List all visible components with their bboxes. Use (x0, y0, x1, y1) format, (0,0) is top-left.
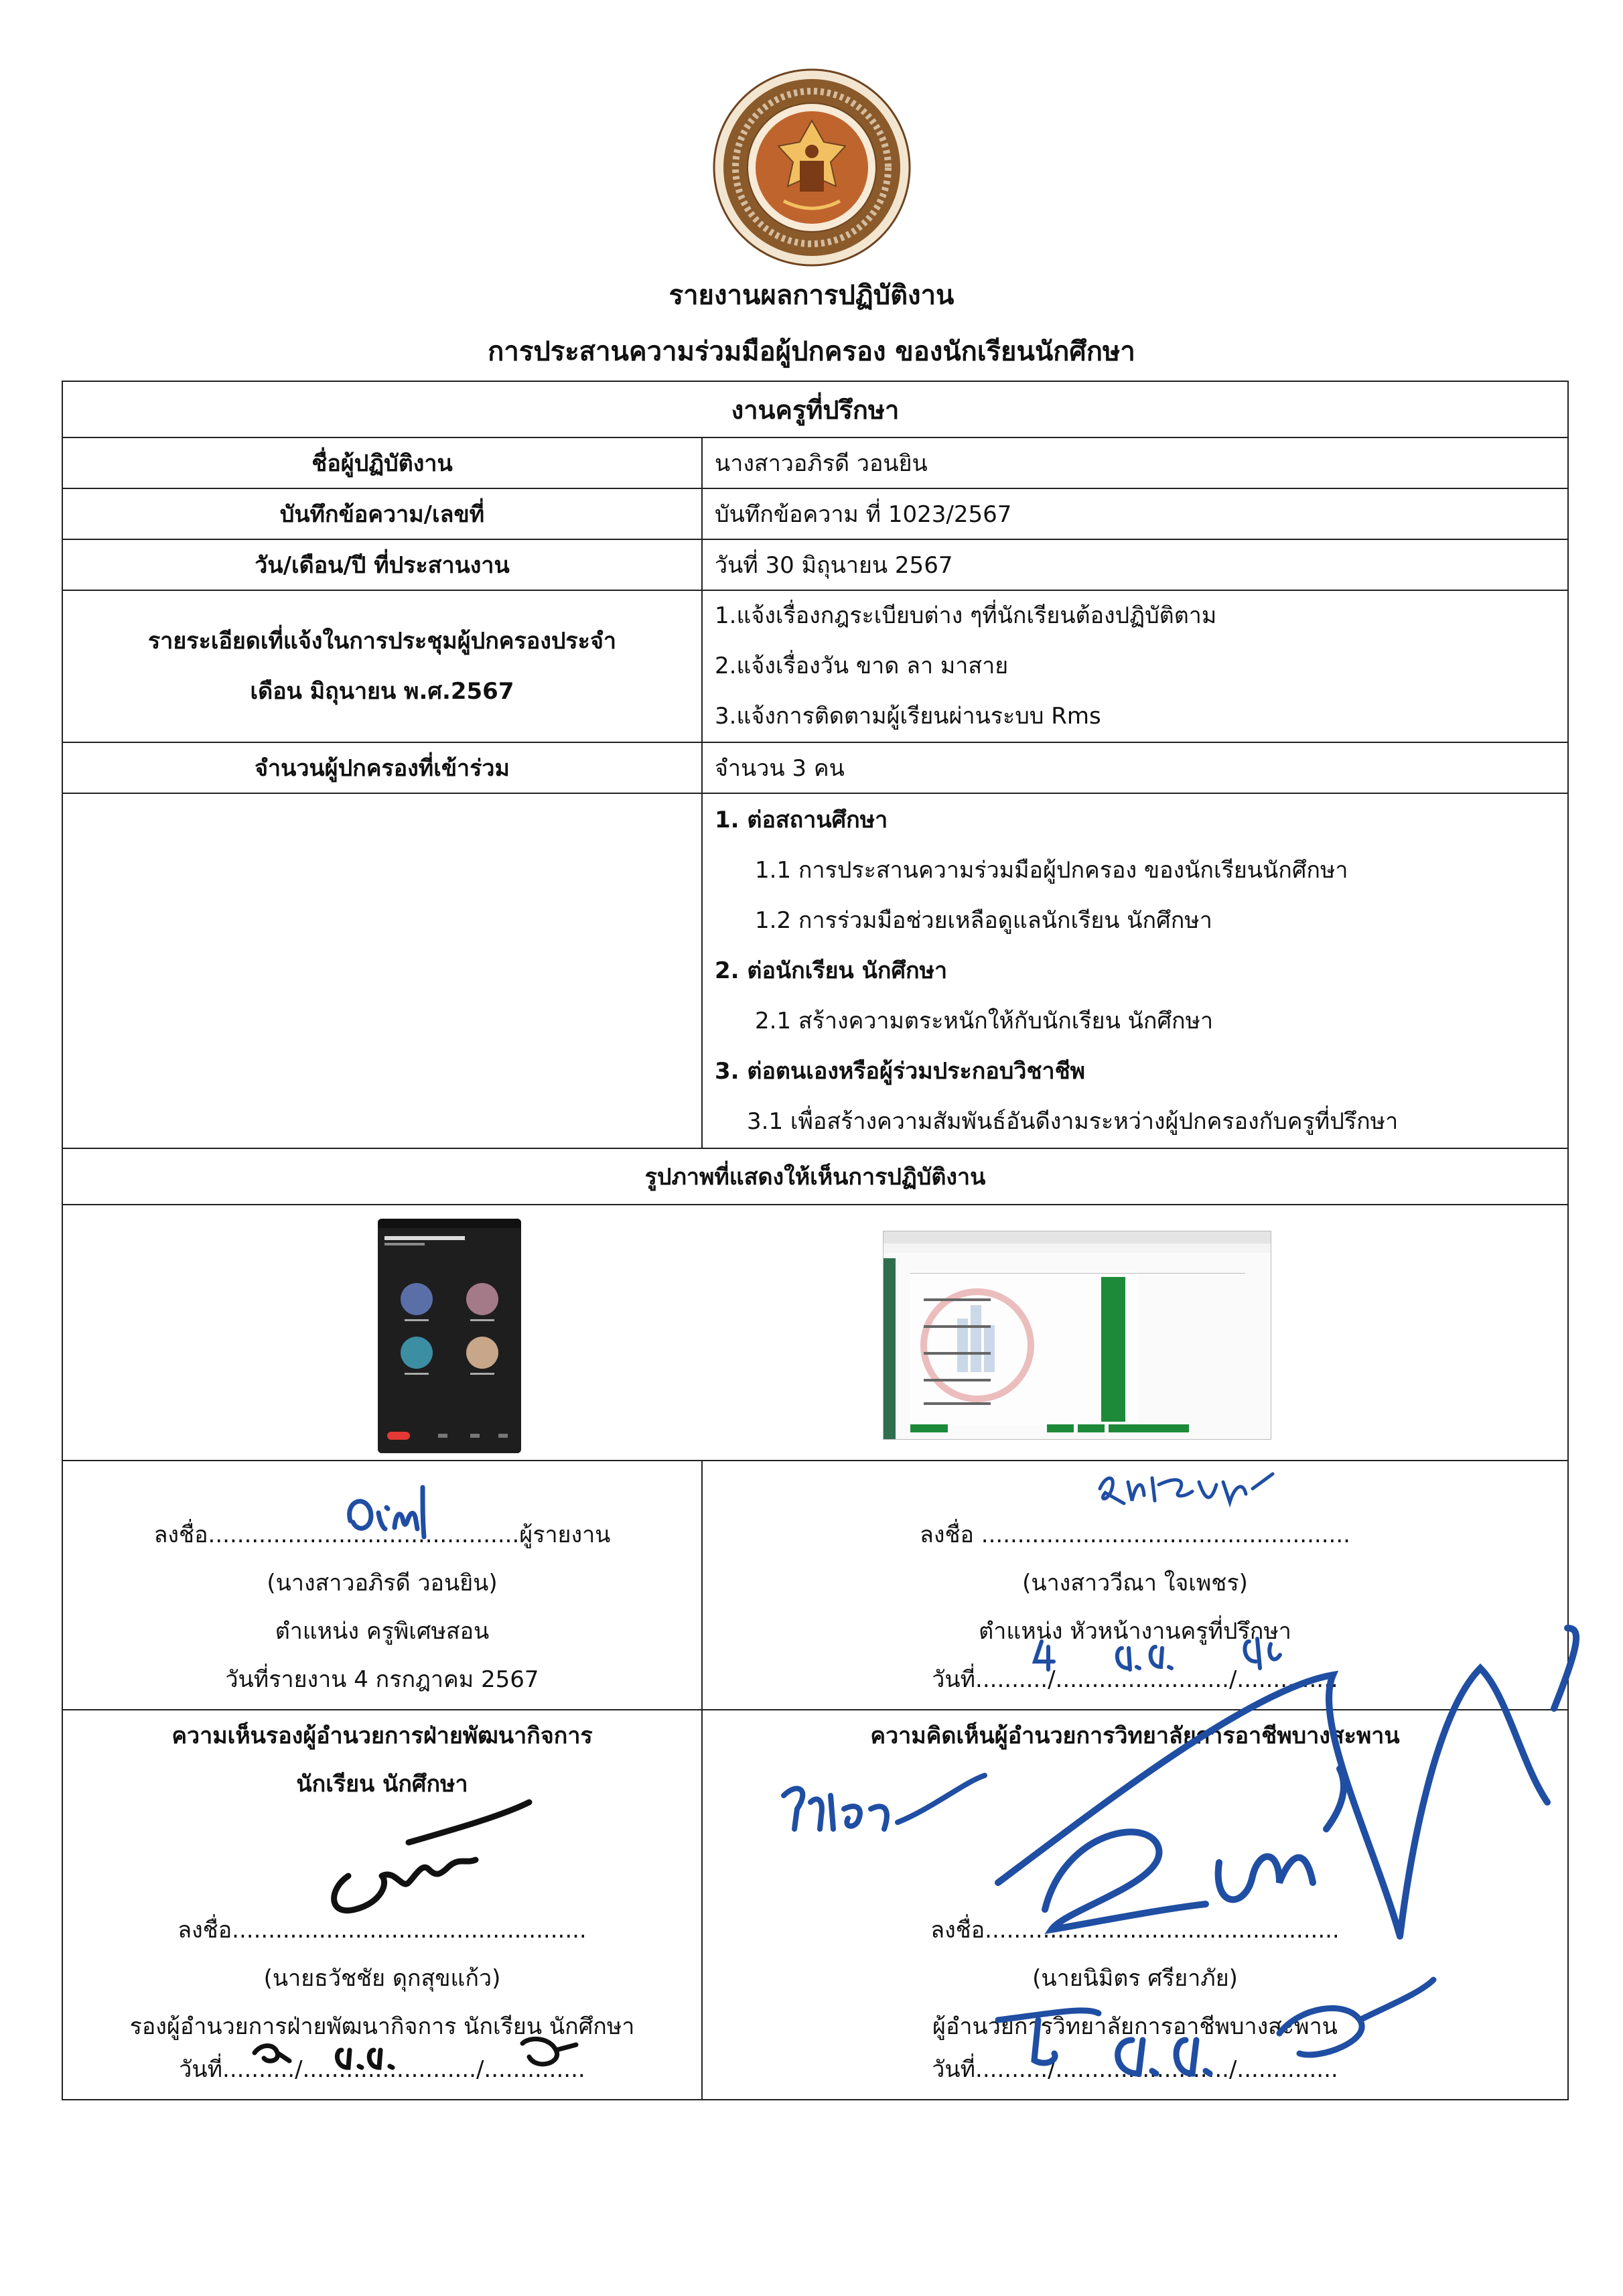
deputy-position: รองผู้อำนวยการฝ่ายพัฒนากิจการ นักเรียน นักศึกษา (129, 2013, 635, 2040)
director-position: ผู้อำนวยการวิทยาลัยการอาชีพบางสะพาน (932, 2013, 1338, 2040)
head-name: (นางสาววีณา ใจเพชร) (1022, 1570, 1248, 1597)
benefit-item: 2.1 สร้างความตระหนักให้กับนักเรียน นักศึกษา (755, 1007, 1214, 1034)
head-position: ตำแหน่ง หัวหน้างานครูที่ปรึกษา (979, 1618, 1291, 1645)
director-title: ความคิดเห็นผู้อำนวยการวิทยาลัยการอาชีพบางสะพาน (870, 1723, 1400, 1749)
table-row (62, 590, 1568, 742)
director-sign-line: ลงชื่อ................................................. (930, 1917, 1340, 1944)
benefit-item: 3.1 เพื่อสร้างความสัมพันธ์อันดีงามระหว่างผู้ปกครองกับครูที่ปรึกษา (747, 1107, 1399, 1135)
photos-heading: รูปภาพที่แสดงให้เห็นการปฏิบัติงาน (62, 1148, 1568, 1205)
report-title: รายงานผลการปฏิบัติงาน (668, 280, 955, 311)
deputy-opinion-block (62, 1710, 702, 2100)
section-heading: งานครูที่ปรึกษา (62, 381, 1568, 437)
details-item: 3.แจ้งการติดตามผู้เรียนผ่านระบบ Rms (715, 703, 1101, 730)
table-row (62, 742, 1568, 793)
reporter-name: (นางสาวอภิรดี วอนยิน) (267, 1570, 498, 1597)
row-label-details (62, 590, 702, 742)
report-subtitle: การประสานความร่วมมือผู้ปกครอง ของนักเรียนนักศึกษา (488, 336, 1135, 367)
benefit-heading: 3. ต่อตนเองหรือผู้ร่วมประกอบวิชาชีพ (715, 1057, 1086, 1085)
deputy-date-line: วันที่........../......................../.............. (179, 2056, 585, 2083)
benefits-list (702, 793, 1568, 1148)
reporter-position: ตำแหน่ง ครูพิเศษสอน (275, 1618, 490, 1645)
table-row (62, 437, 1568, 488)
table-row (62, 793, 1568, 1148)
details-label-line1: รายระเอียดเที่แจ้งในการประชุมผู้ปกครองประจำ (148, 627, 616, 655)
deputy-sign-line: ลงชื่อ................................................. (178, 1917, 587, 1944)
benefit-item: 1.1 การประสานความร่วมมือผู้ปกครอง ของนักเรียนนักศึกษา (755, 856, 1348, 884)
details-label-line2: เดือน มิถุนายน พ.ศ.2567 (250, 677, 514, 705)
row-label-attendees: จำนวนผู้ปกครองที่เข้าร่วม (62, 742, 702, 793)
row-value-memo: บันทึกข้อความ ที่ 1023/2567 (702, 488, 1568, 539)
benefit-heading: 1. ต่อสถานศึกษา (715, 806, 888, 833)
deputy-title-line2: นักเรียน นักศึกษา (296, 1771, 468, 1798)
report-table (62, 381, 1569, 2100)
photos-cell (62, 1205, 1568, 1461)
director-name: (นายนิมิตร ศรียาภัย) (1032, 1965, 1238, 1992)
head-date-line: วันที่........../......................../.............. (932, 1666, 1338, 1693)
details-item: 1.แจ้งเรื่องกฎระเบียบต่าง ๆที่นักเรียนต้องปฏิบัติตาม (715, 602, 1217, 629)
row-value-performer: นางสาวอภิรดี วอนยิน (702, 437, 1568, 488)
benefit-item: 1.2 การร่วมมือช่วยเหลือดูแลนักเรียน นักศึกษา (755, 906, 1212, 934)
table-row (62, 488, 1568, 539)
row-value-details (702, 590, 1568, 742)
benefit-heading: 2. ต่อนักเรียน นักศึกษา (715, 957, 948, 984)
row-value-attendees: จำนวน 3 คน (702, 742, 1568, 793)
row-label-performer: ชื่อผู้ปฏิบัติงาน (62, 437, 702, 488)
head-signature-block (702, 1461, 1568, 1710)
row-value-date: วันที่ 30 มิถุนายน 2567 (702, 539, 1568, 590)
row-label-date: วัน/เดือน/ปี ที่ประสานงาน (62, 539, 702, 590)
reporter-date: วันที่รายงาน 4 กรกฎาคม 2567 (225, 1666, 539, 1693)
director-date-line: วันที่........../......................../.............. (932, 2056, 1338, 2083)
sign-prefix: ลงชื่อ (153, 1522, 208, 1548)
reporter-sign-line (63, 1516, 701, 1552)
table-row (62, 539, 1568, 590)
college-seal-logo (711, 67, 912, 268)
row-label-memo: บันทึกข้อความ/เลขที่ (62, 488, 702, 539)
head-sign-line: ลงชื่อ ................................................... (920, 1522, 1350, 1548)
attendance-system-screenshot (883, 1231, 1271, 1440)
sign-suffix: ผู้รายงาน (519, 1522, 611, 1548)
reporter-signature-block (62, 1461, 702, 1710)
video-call-screenshot (378, 1219, 521, 1453)
director-opinion-block (702, 1710, 1568, 2100)
details-item: 2.แจ้งเรื่องวัน ขาด ลา มาสาย (715, 653, 1009, 679)
deputy-name: (นายธวัชชัย ดุกสุขแก้ว) (263, 1965, 501, 1992)
benefits-empty-cell (62, 793, 702, 1148)
sign-dots: ........................................... (208, 1522, 520, 1548)
deputy-title-line1: ความเห็นรองผู้อำนวยการฝ่ายพัฒนากิจการ (171, 1723, 593, 1749)
